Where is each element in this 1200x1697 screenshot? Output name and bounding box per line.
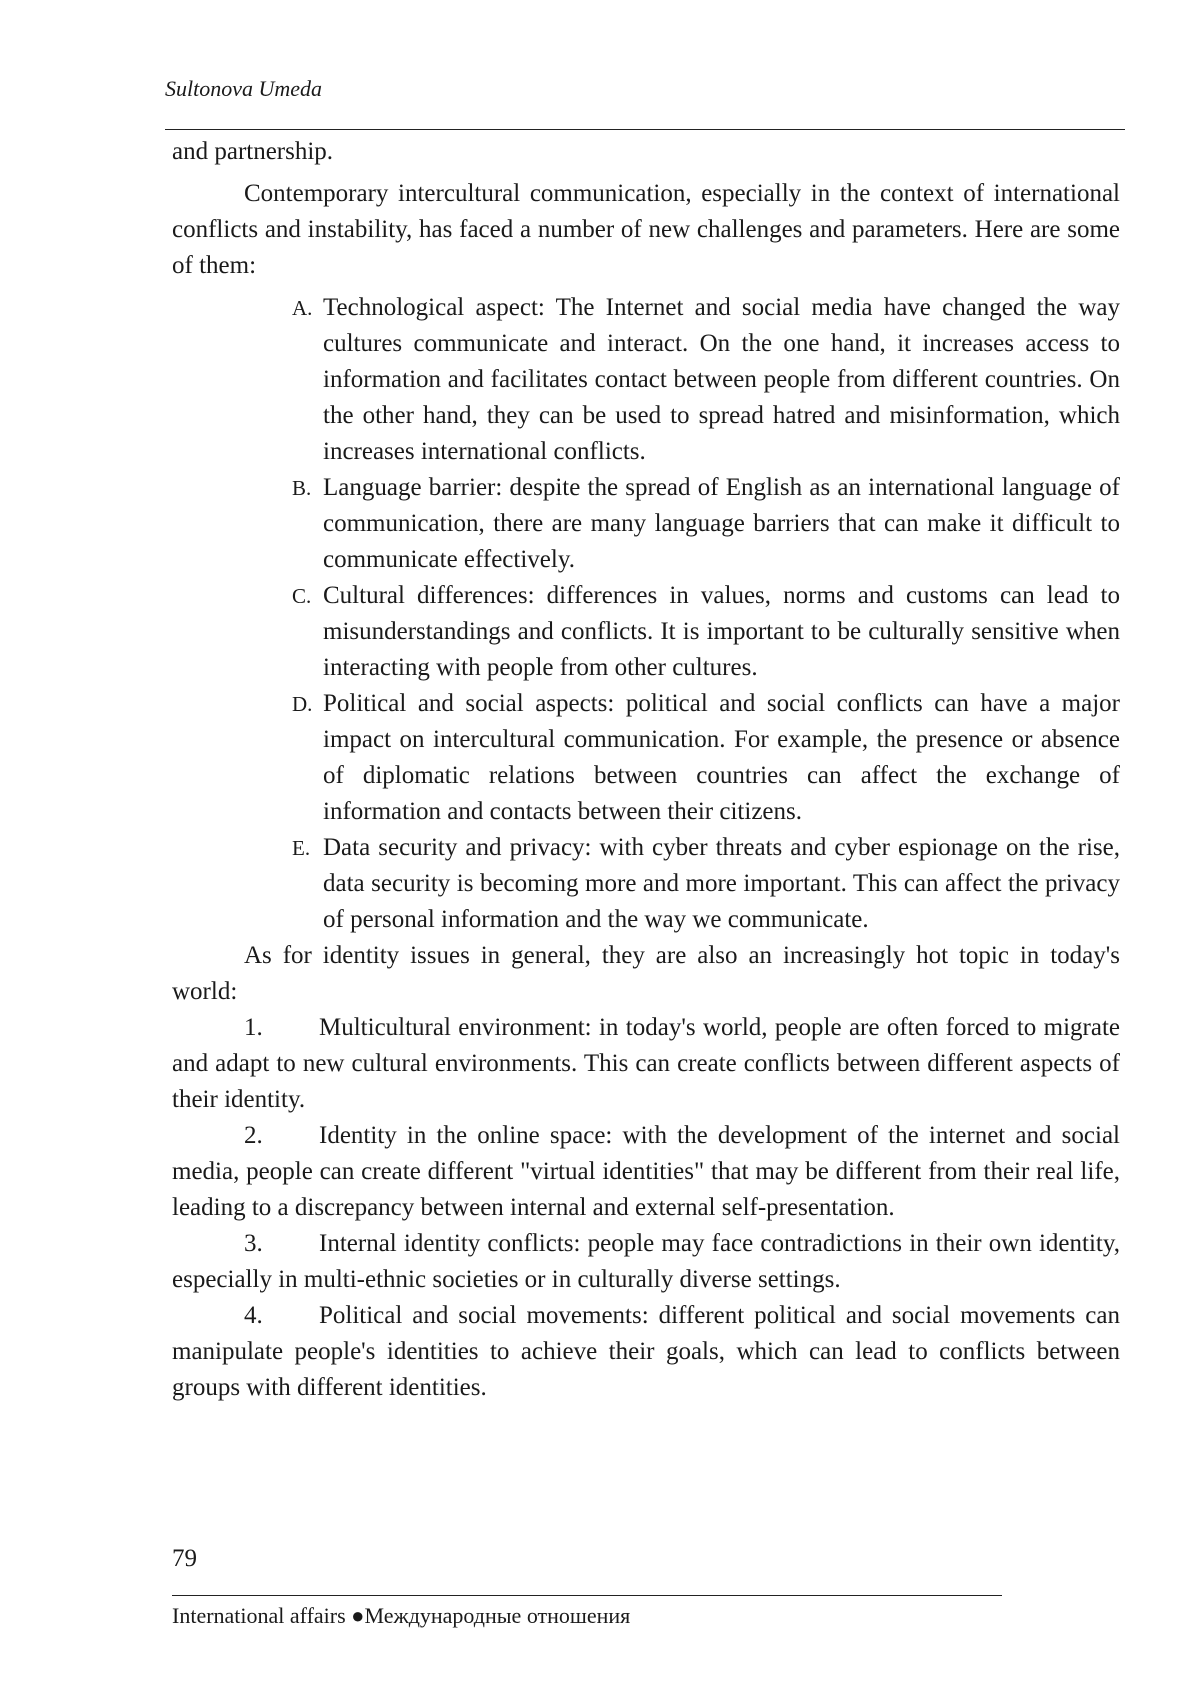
numbered-marker: 4. [244, 1302, 263, 1329]
challenges-list [172, 290, 1120, 938]
list-marker: B. [292, 476, 312, 500]
list-marker: A. [292, 296, 313, 320]
running-head-author: Sultonova Umeda [165, 76, 323, 101]
article-body [172, 134, 1120, 1406]
list-marker: C. [292, 584, 312, 608]
header-divider [165, 129, 1125, 130]
list-item [292, 470, 1120, 578]
list-item [292, 686, 1120, 830]
numbered-item [172, 1226, 1120, 1298]
intro-paragraph: Contemporary intercultural communication, especially in the context of international conflicts and instability, has faced a number of new challenges and parameters. Here are some of them: [172, 180, 1120, 279]
list-item-text: Language barrier: despite the spread of English as an international language of communication, there are many language barriers that can make it difficult to communicate effectively. [323, 474, 1120, 573]
continuation-paragraph: and partnership. [172, 138, 334, 165]
numbered-item [172, 1010, 1120, 1118]
numbered-item-text: Internal identity conflicts: people may face contradictions in their own identity, especially in multi-ethnic societies or in culturally diverse settings. [172, 1230, 1120, 1293]
footer-divider [172, 1595, 1002, 1596]
list-item [292, 830, 1120, 938]
numbered-marker: 1. [244, 1014, 263, 1041]
page-number: 79 [172, 1545, 197, 1572]
numbered-item-text: Multicultural environment: in today's world, people are often forced to migrate and adapt to new cultural environments. This can create conflicts between different aspects of their identity. [172, 1014, 1120, 1113]
list-item-text: Technological aspect: The Internet and social media have changed the way cultures communicate and interact. On the one hand, it increases access to information and facilitates contact between people from different countries. On the other hand, they can be used to spread hatred and misinformation, which increases international conflicts. [323, 294, 1120, 465]
list-item [292, 578, 1120, 686]
list-item-text: Cultural differences: differences in values, norms and customs can lead to misunderstandings and conflicts. It is important to be culturally sensitive when interacting with people from other cultures. [323, 582, 1120, 681]
journal-footer: International affairs ●Международные отношения [172, 1603, 631, 1628]
numbered-item [172, 1118, 1120, 1226]
list-item-text: Political and social aspects: political and social conflicts can have a major impact on intercultural communication. For example, the presence or absence of diplomatic relations between countries can affect the exchange of information and contacts between their citizens. [323, 690, 1120, 825]
numbered-item [172, 1298, 1120, 1406]
numbered-item-text: Political and social movements: different political and social movements can manipulate people's identities to achieve their goals, which can lead to conflicts between groups with different identities. [172, 1302, 1120, 1401]
list-marker: E. [292, 836, 311, 860]
numbered-marker: 2. [244, 1122, 263, 1149]
identity-intro-paragraph: As for identity issues in general, they are also an increasingly hot topic in today's world: [172, 942, 1120, 1005]
list-item-text: Data security and privacy: with cyber threats and cyber espionage on the rise, data security is becoming more and more important. This can affect the privacy of personal information and the way we communicate. [323, 834, 1120, 933]
identity-issues-list [172, 1010, 1120, 1406]
list-marker: D. [292, 692, 313, 716]
list-item [292, 290, 1120, 470]
numbered-marker: 3. [244, 1230, 263, 1257]
numbered-item-text: Identity in the online space: with the development of the internet and social media, people can create different "virtual identities" that may be different from their real life, leading to a discrepancy between internal and external self-presentation. [172, 1122, 1120, 1221]
